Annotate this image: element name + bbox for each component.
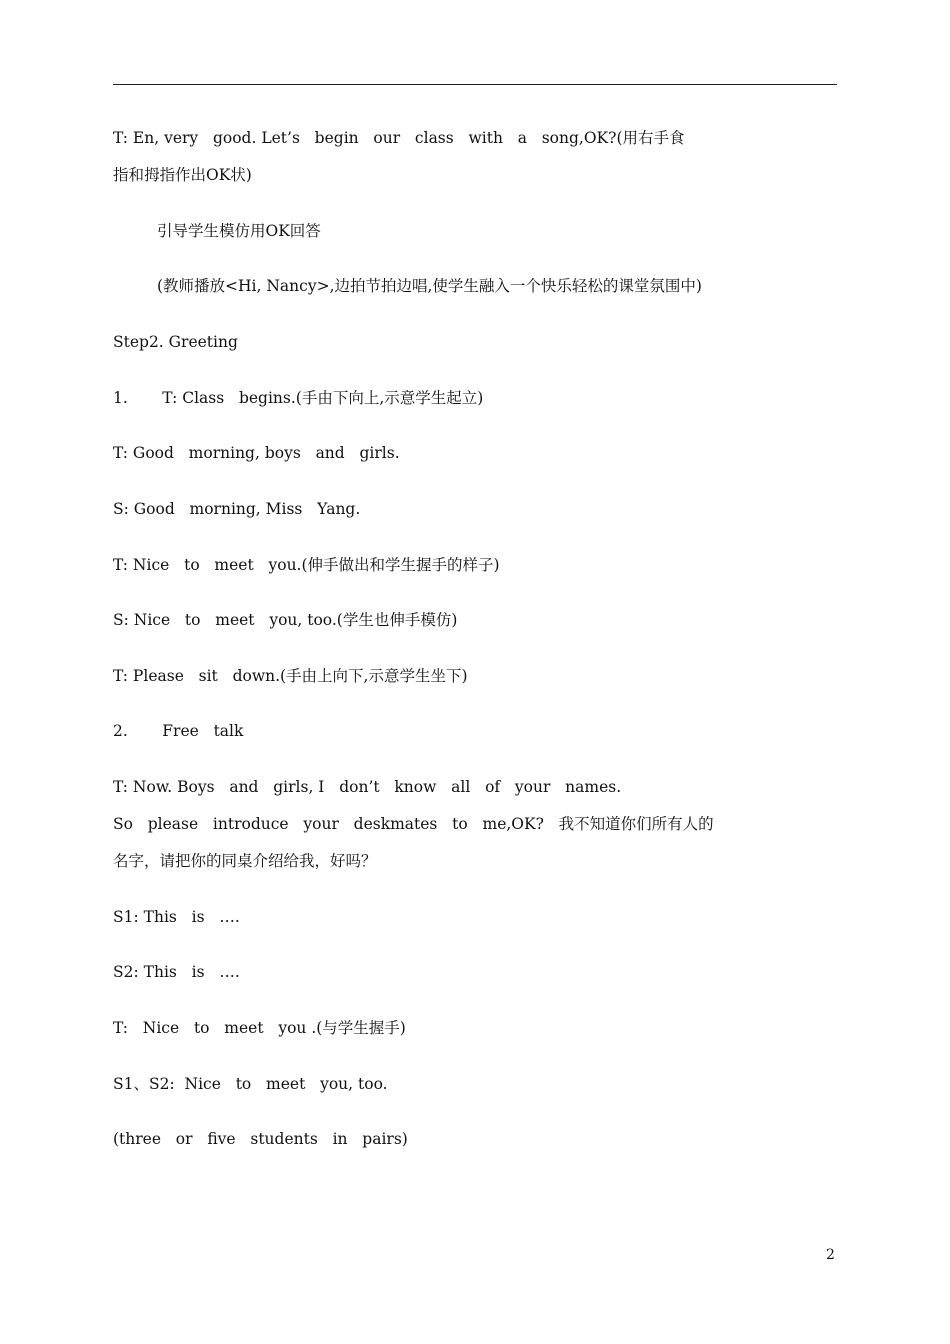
text-line: S2: This is …. bbox=[113, 963, 240, 981]
text-line: T: Now. Boys and girls, I don’t know all of your names. bbox=[113, 778, 622, 796]
text-line: 引导学生模仿用OK回答 bbox=[157, 222, 321, 240]
text-line: 2. Free talk bbox=[113, 722, 244, 740]
text-line: S: Good morning, Miss Yang. bbox=[113, 500, 361, 518]
section-heading: Step2. Greeting bbox=[113, 333, 238, 351]
text-line: S1、S2: Nice to meet you, too. bbox=[113, 1075, 388, 1093]
page-number: 2 bbox=[826, 1247, 835, 1263]
text-line: S: Nice to meet you, too.(学生也伸手模仿) bbox=[113, 611, 458, 629]
text-line: 名字，请把你的同桌介绍给我，好吗？ bbox=[113, 852, 377, 870]
header-rule bbox=[113, 84, 837, 85]
text-line: T: Good morning, boys and girls. bbox=[113, 444, 400, 462]
text-line: T: En, very good. Let’s begin our class with a song,OK?(用右手食 bbox=[113, 129, 685, 147]
text-line: 指和拇指作出OK状) bbox=[113, 166, 252, 184]
text-line: (教师播放<Hi, Nancy>,边拍节拍边唱,使学生融入一个快乐轻松的课堂氛围中) bbox=[157, 277, 702, 295]
text-line: (three or five students in pairs) bbox=[113, 1130, 408, 1148]
text-line: S1: This is …. bbox=[113, 908, 240, 926]
text-line: So please introduce your deskmates to me,OK? 我不知道你们所有人的 bbox=[113, 815, 714, 833]
text-line: 1. T: Class begins.(手由下向上,示意学生起立) bbox=[113, 389, 484, 407]
text-line: T: Nice to meet you.(伸手做出和学生握手的样子) bbox=[113, 556, 500, 574]
text-line: T: Nice to meet you .(与学生握手) bbox=[113, 1019, 406, 1037]
text-line: T: Please sit down.(手由上向下,示意学生坐下) bbox=[113, 667, 468, 685]
